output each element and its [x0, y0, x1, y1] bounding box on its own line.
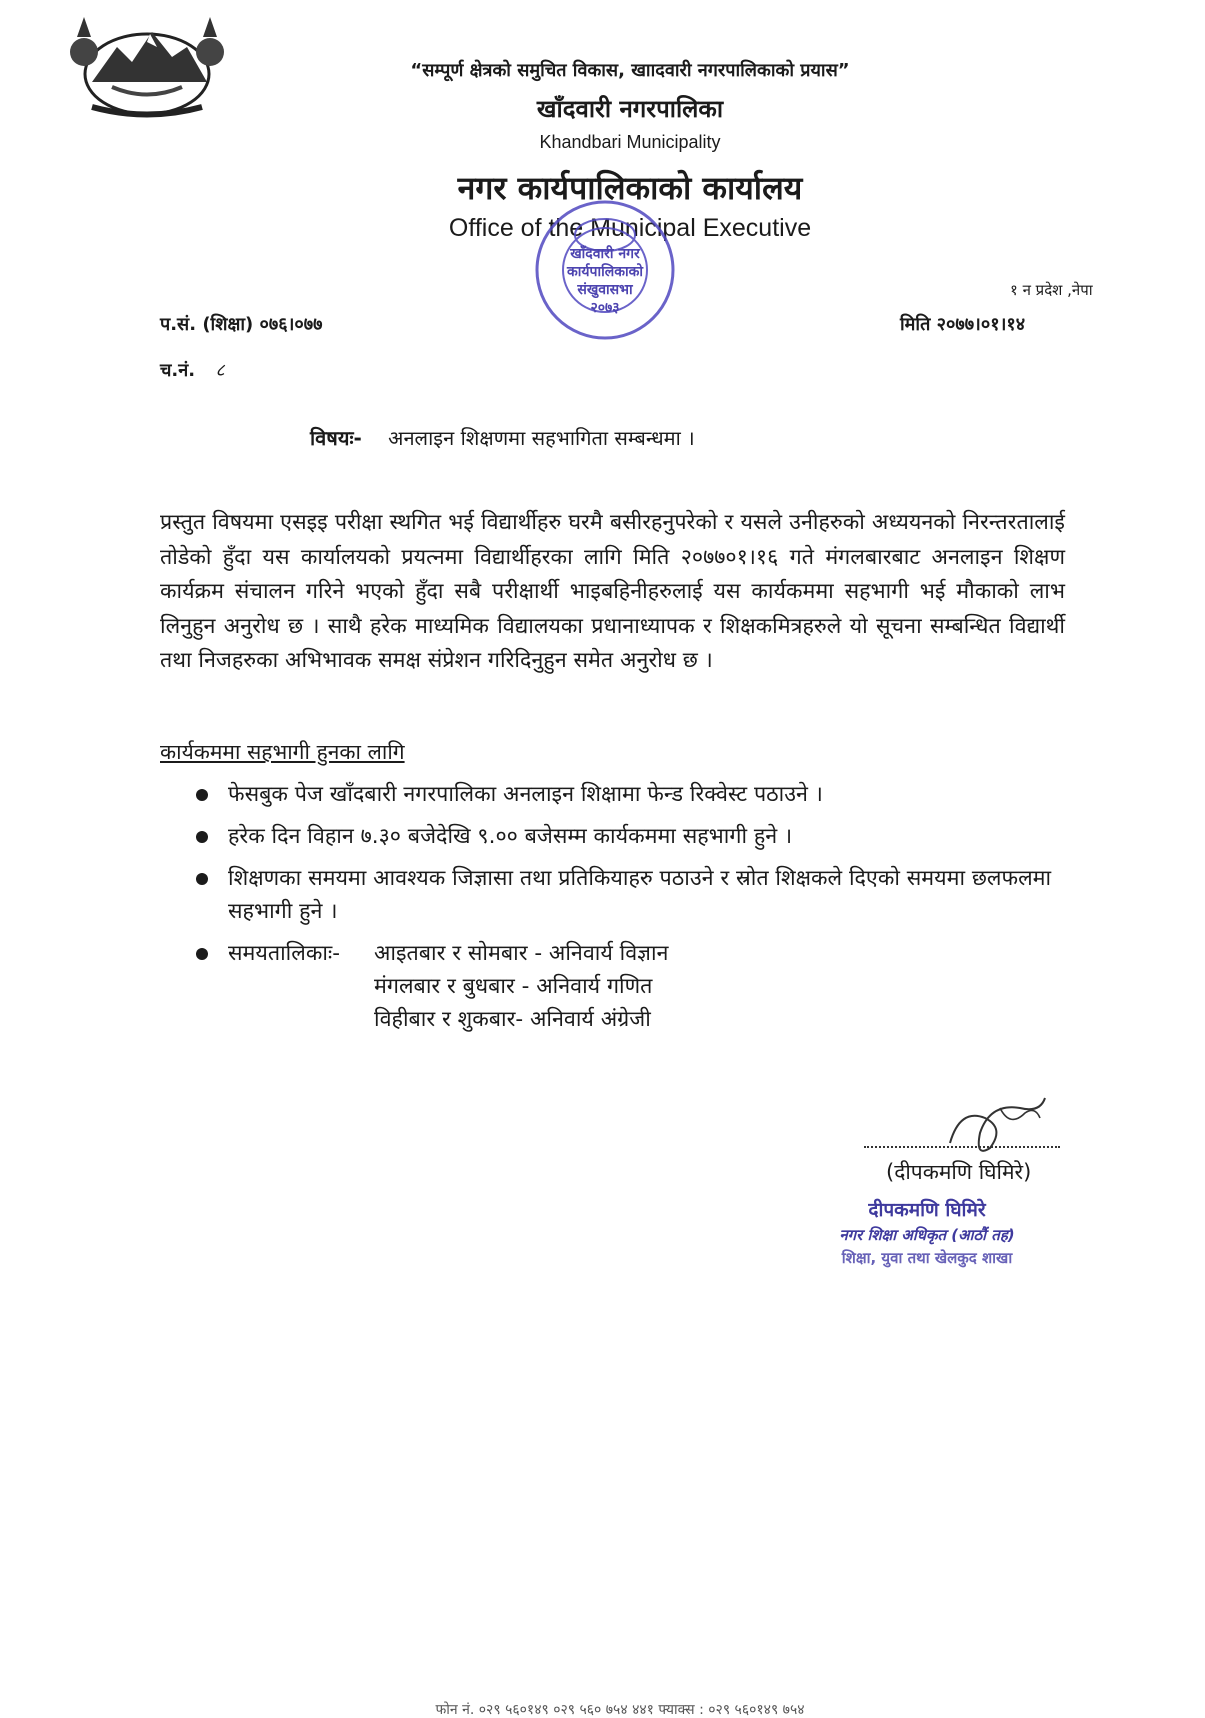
- seal-stamp-text: [520, 245, 690, 317]
- schedule-entry: आइतबार र सोमबार - अनिवार्य विज्ञान: [374, 941, 669, 966]
- stamp-signer-section: शिक्षा, युवा तथा खेलकुद शाखा: [841, 1249, 1013, 1267]
- footer-contact: फोन नं. ०२९ ५६०१४९ ०२९ ५६० ७५४ ४४१ फ्याक्स : ०२९ ५६०१४९ ७५४: [435, 1702, 805, 1718]
- motto-text: “सम्पूर्ण क्षेत्रको समुचित विकास, खाादवारी नगरपालिकाको प्रयास”: [410, 60, 850, 81]
- body-paragraph: प्रस्तुत विषयमा एसइइ परीक्षा स्थगित भई विद्यार्थीहरु घरमै बसीरहनुपरेको र यसले उनीहरुको अध्ययनको निरन्तरतालाई तोडेको हुँदा यस कार्यालयको प्रयत्नमा विद्यार्थीहरका लागि मिति २०७७०१।१६ गते मंगलबारबाट अनलाइन शिक्षण कार्यक्रम संचालन गरिने भएको हुँदा सबै परीक्षार्थी भाइबहिनीहरुलाई यस कार्यकममा सहभागी भई मौकाको लाभ लिनुहुन अनुरोध छ । साथै हरेक माध्यमिक विद्यालयका प्रधानाध्यापक र शिक्षकमित्रहरुले यो सूचना सम्बन्धित विद्यार्थी तथा निजहरुका अभिभावक समक्ष संप्रेशन गरिदिनुहुन समेत अनुरोध छ ।: [160, 510, 1065, 673]
- letter-date: मिति २०७७।०१।१४: [900, 314, 1026, 335]
- schedule-item: [160, 937, 1065, 1036]
- bullet-icon: [196, 789, 208, 801]
- office-name-english: Office of the Municipal Executive: [448, 214, 812, 242]
- section-heading: कार्यकममा सहभागी हुनका लागि: [160, 740, 405, 764]
- bullet-icon: [196, 948, 208, 960]
- bullet-icon: [196, 831, 208, 843]
- municipality-name-english: Khandbari Municipality: [539, 132, 721, 152]
- seal-line: खाँदवारी नगर: [570, 246, 640, 262]
- seal-line: कार्यपालिकाको: [567, 264, 643, 280]
- province-label: १ न प्रदेश ,नेपा: [1010, 281, 1093, 299]
- dispatch-value: ८: [215, 360, 225, 381]
- list-item: [160, 820, 1065, 853]
- office-name-nepali: नगर कार्यपालिकाको कार्यालय: [457, 169, 803, 207]
- stamp-signer-name: दीपकमणि घिमिरे: [868, 1199, 986, 1221]
- signature-line: [864, 1132, 1060, 1148]
- list-item: [160, 862, 1065, 928]
- schedule-entry: मंगलबार र बुधबार - अनिवार्य गणित: [374, 974, 653, 999]
- subject-label: विषयः-: [310, 426, 362, 450]
- schedule-row: [228, 1003, 1065, 1036]
- list-item-text: फेसबुक पेज खाँदबारी नगरपालिका अनलाइन शिक्षामा फेन्ड रिक्वेस्ट पठाउने ।: [228, 782, 823, 807]
- schedule-row: [228, 970, 1065, 1003]
- bullet-icon: [196, 873, 208, 885]
- list-item: [160, 778, 1065, 811]
- list-item-text: हरेक दिन विहान ७.३० बजेदेखि ९.०० बजेसम्म कार्यकममा सहभागी हुने ।: [228, 824, 793, 849]
- schedule-label: समयतालिकाः-: [228, 941, 341, 966]
- schedule-row: [228, 937, 1065, 970]
- municipality-name-nepali: खाँदवारी नगरपालिका: [536, 95, 724, 123]
- handwritten-signature: [930, 1088, 1060, 1168]
- subject-text: अनलाइन शिक्षणमा सहभागिता सम्बन्धमा ।: [388, 426, 695, 450]
- list-item-text: शिक्षणका समयमा आवश्यक जिज्ञासा तथा प्रतिकियाहरु पठाउने र स्रोत शिक्षकले दिएको समयमा छलफलमा सहभागी हुने ।: [228, 866, 1052, 924]
- stamp-signer-post: नगर शिक्षा अधिकृत (आठौं तह): [839, 1226, 1015, 1244]
- subject-line: [310, 424, 695, 451]
- seal-line: संखुवासभा: [577, 282, 633, 298]
- reference-number: प.सं. (शिक्षा) ०७६।०७७: [160, 314, 323, 335]
- seal-line: २०७३: [590, 300, 620, 316]
- signer-name: (दीपकमणि घिमिरे): [886, 1160, 1032, 1184]
- dispatch-label: च.नं.: [160, 360, 196, 381]
- schedule-entry: विहीबार र शुकबार- अनिवार्य अंग्रेजी: [374, 1007, 651, 1032]
- government-emblem-logo: [62, 12, 232, 122]
- dispatch-number: [160, 358, 225, 382]
- participation-list: [160, 778, 1065, 1045]
- designation-stamp: [812, 1196, 1042, 1268]
